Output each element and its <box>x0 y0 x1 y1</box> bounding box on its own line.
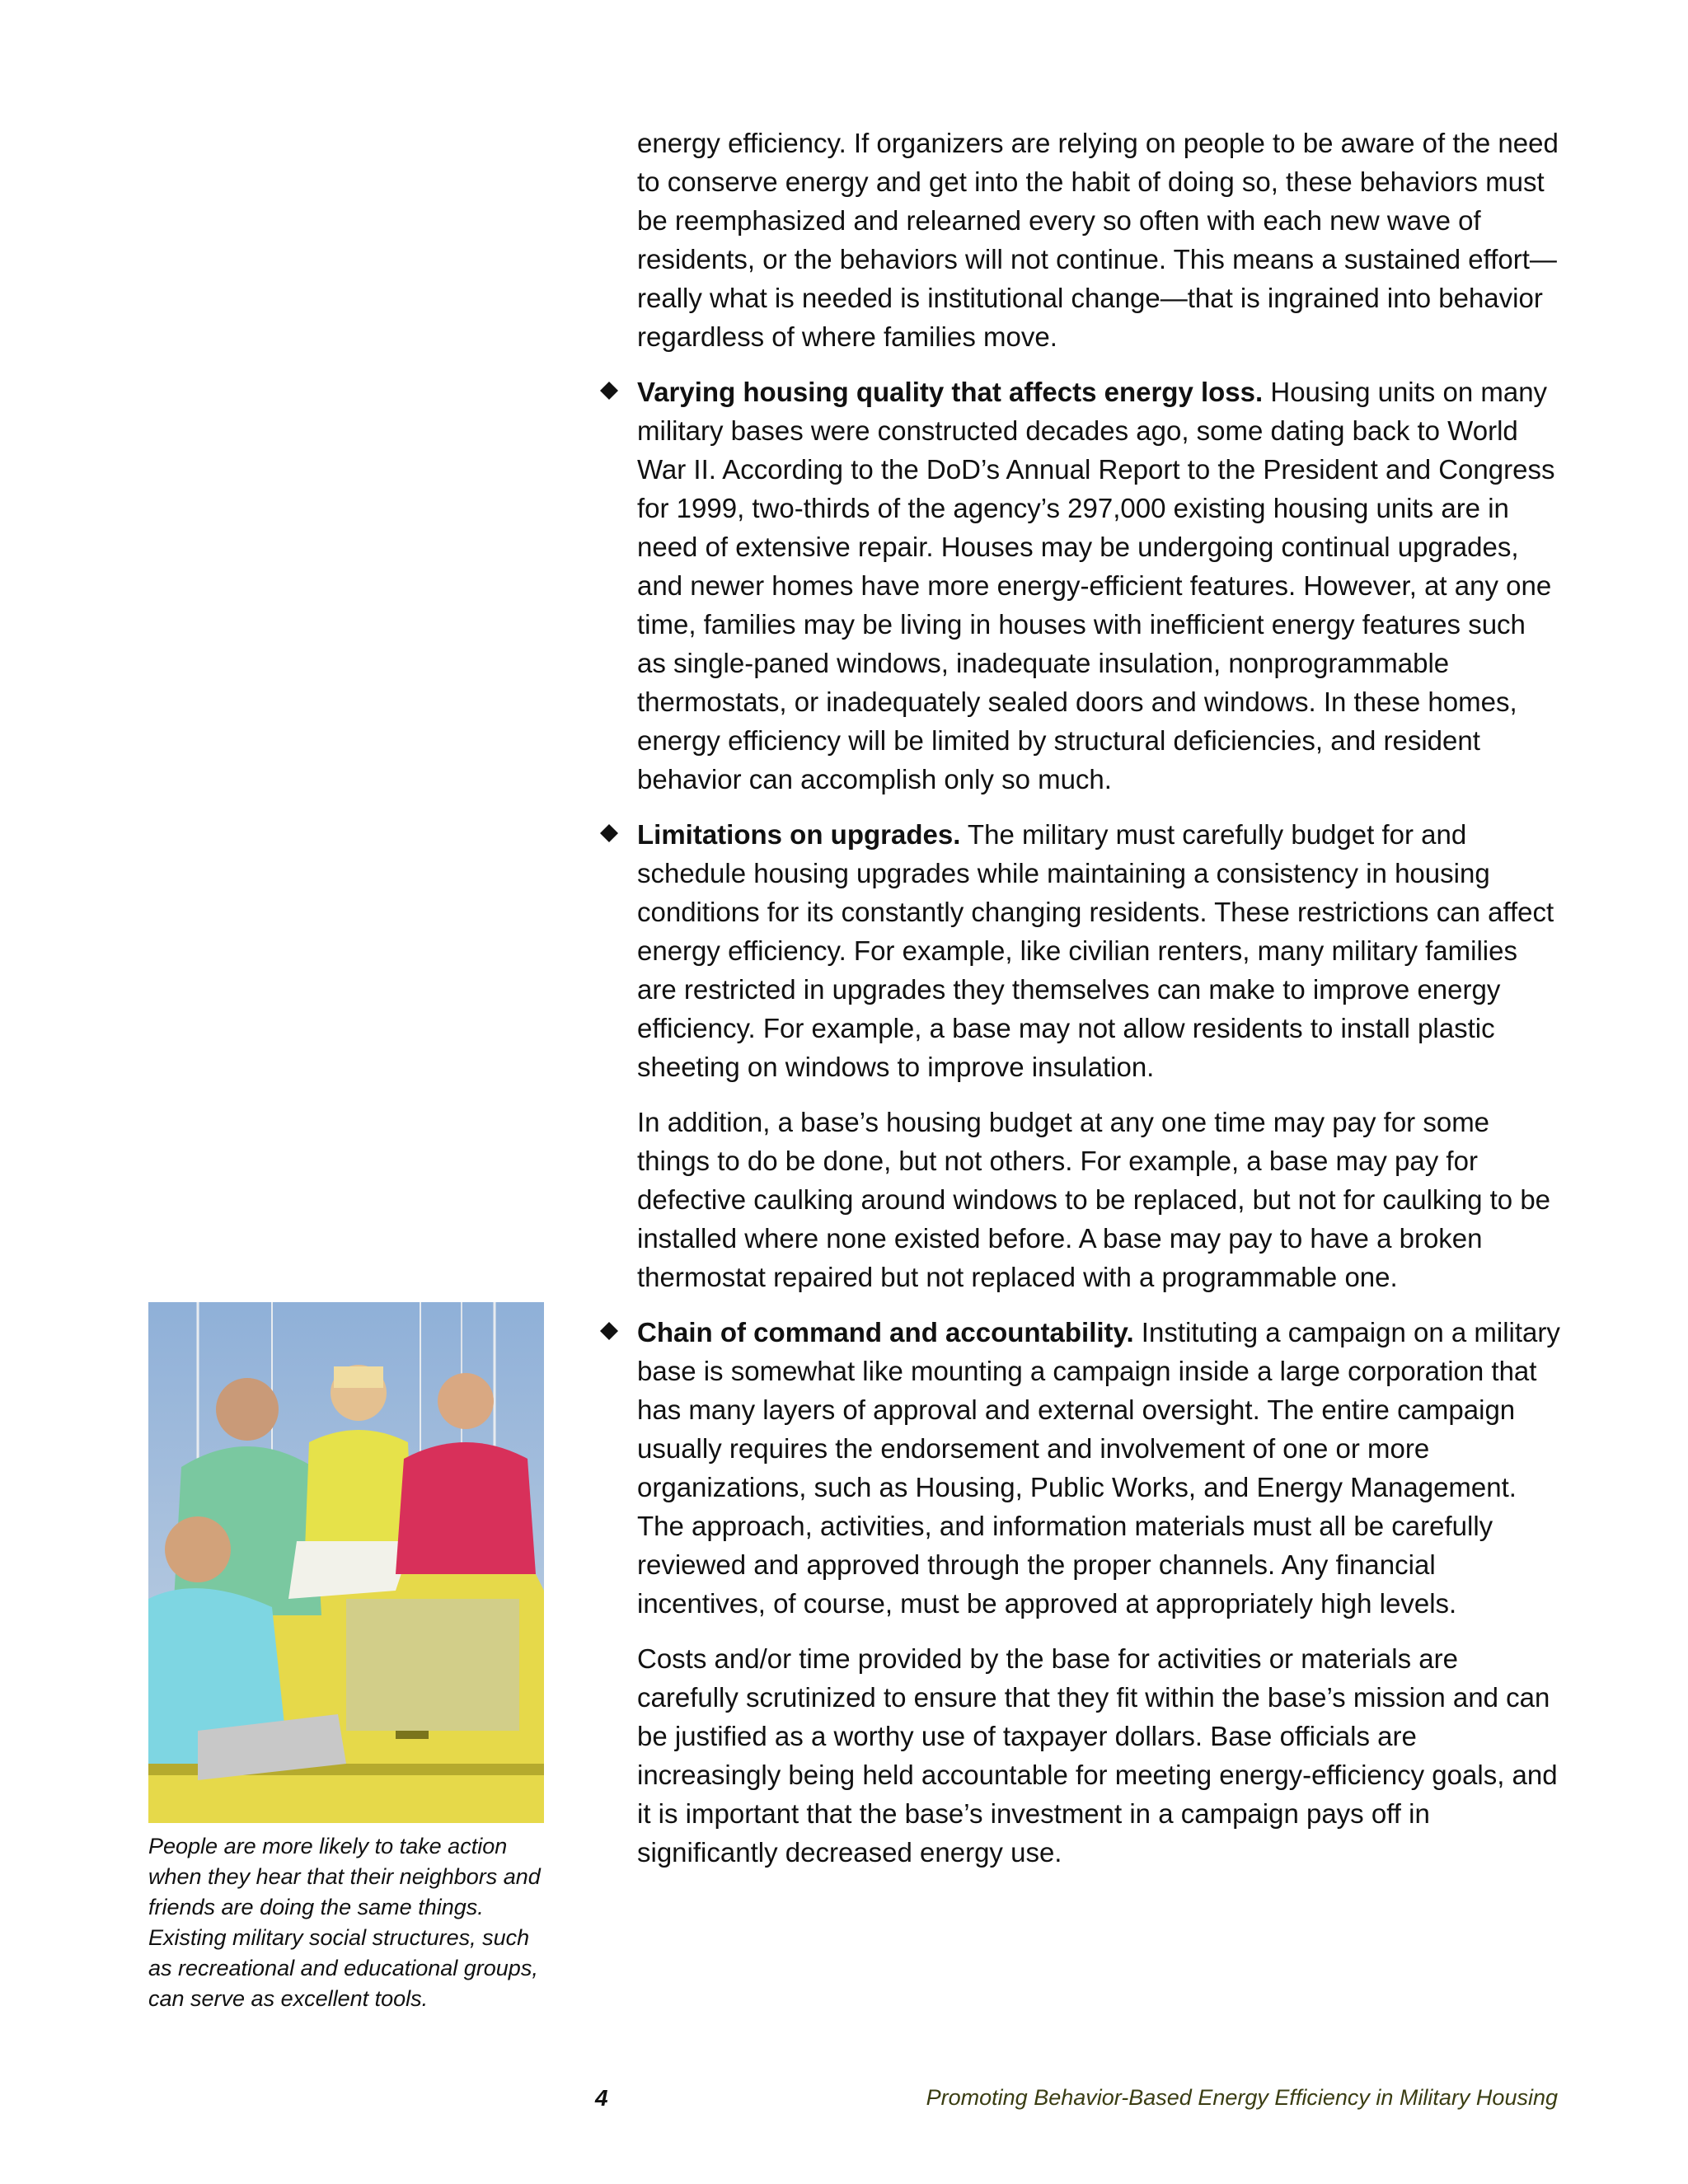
bullet-upgrade-limitations <box>637 815 1560 1086</box>
running-footer-title: Promoting Behavior-Based Energy Efficiency in Military Housing <box>926 2085 1558 2110</box>
bullet-heading: Chain of command and accountability. <box>637 1317 1134 1347</box>
bullet-heading: Varying housing quality that affects energy loss. <box>637 377 1264 407</box>
diamond-bullet-icon <box>600 382 618 400</box>
bullet-continuation-paragraph: In addition, a base’s housing budget at any one time may pay for some things to do be done, but not others. For example, a base may pay for defective caulking around windows to be replaced, but not for caulking to be installed where none existed before. A base may pay to have a broken thermostat repaired but not replaced with a programmable one. <box>637 1107 1551 1292</box>
diamond-bullet-icon <box>600 824 618 842</box>
bullet-text: Housing units on many military bases were constructed decades ago, some dating back to World War II. According to the DoD’s Annual Report to the President and Congress for 1999, two-thirds of the agency’s 297,000 existing housing units are in need of extensive repair. Houses may be undergoing continual upgrades, and newer homes have more energy-efficient features. However, at any one time, families may be living in houses with inefficient energy features such as single-paned windows, inadequate insulation, nonprogrammable thermostats, or inadequately sealed doors and windows. In these homes, energy efficiency will be limited by structural deficiencies, and resident behavior can accomplish only so much. <box>637 377 1555 794</box>
intro-paragraph: energy efficiency. If organizers are relying on people to be aware of the need to conserve energy and get into the habit of doing so, these behaviors must be reemphasized and relearned every so often with each new wave of residents, or the behaviors will not continue. This means a sustained effort—really what is needed is institutional change—that is ingrained into behavior regardless of where families move. <box>637 128 1559 352</box>
group-photo <box>148 1302 544 1823</box>
page-number: 4 <box>595 2085 608 2111</box>
main-text-column <box>637 124 1560 1888</box>
bullet-text: The military must carefully budget for and schedule housing upgrades while maintaining a consistency in housing conditions for its constantly changing residents. These restrictions can affect energy efficiency. For example, like civilian renters, many military families are restricted in upgrades they themselves can make to improve energy efficiency. For example, a base may not allow residents to install plastic sheeting on windows to improve insulation. <box>637 819 1554 1082</box>
bullet-heading: Limitations on upgrades. <box>637 819 961 850</box>
bullet-text: Instituting a campaign on a military base is somewhat like mounting a campaign inside a large corporation that has many layers of approval and external oversight. The entire campaign usually requires the endorsement and involvement of one or more organizations, such as Housing, Public Works, and Energy Management. The approach, activities, and information materials must all be carefully reviewed and approved through the proper channels. Any financial incentives, of course, must be approved at appropriately high levels. <box>637 1317 1560 1619</box>
diamond-bullet-icon <box>600 1322 618 1340</box>
bullet-chain-of-command <box>637 1313 1560 1623</box>
bullet-continuation-paragraph: Costs and/or time provided by the base for activities or materials are carefully scrutinized to ensure that they fit within the base’s mission and can be justified as a worthy use of taxpayer dollars. Base officials are increasingly being held accountable for meeting energy-efficiency goals, and it is important that the base’s investment in a campaign pays off in significantly decreased energy use. <box>637 1643 1558 1868</box>
photo-caption: People are more likely to take action when they hear that their neighbors and friends are doing the same things. Existing military social structures, such as recreational and educational groups, can serve as excellent tools. <box>148 1834 541 2011</box>
bullet-housing-quality <box>637 373 1560 799</box>
